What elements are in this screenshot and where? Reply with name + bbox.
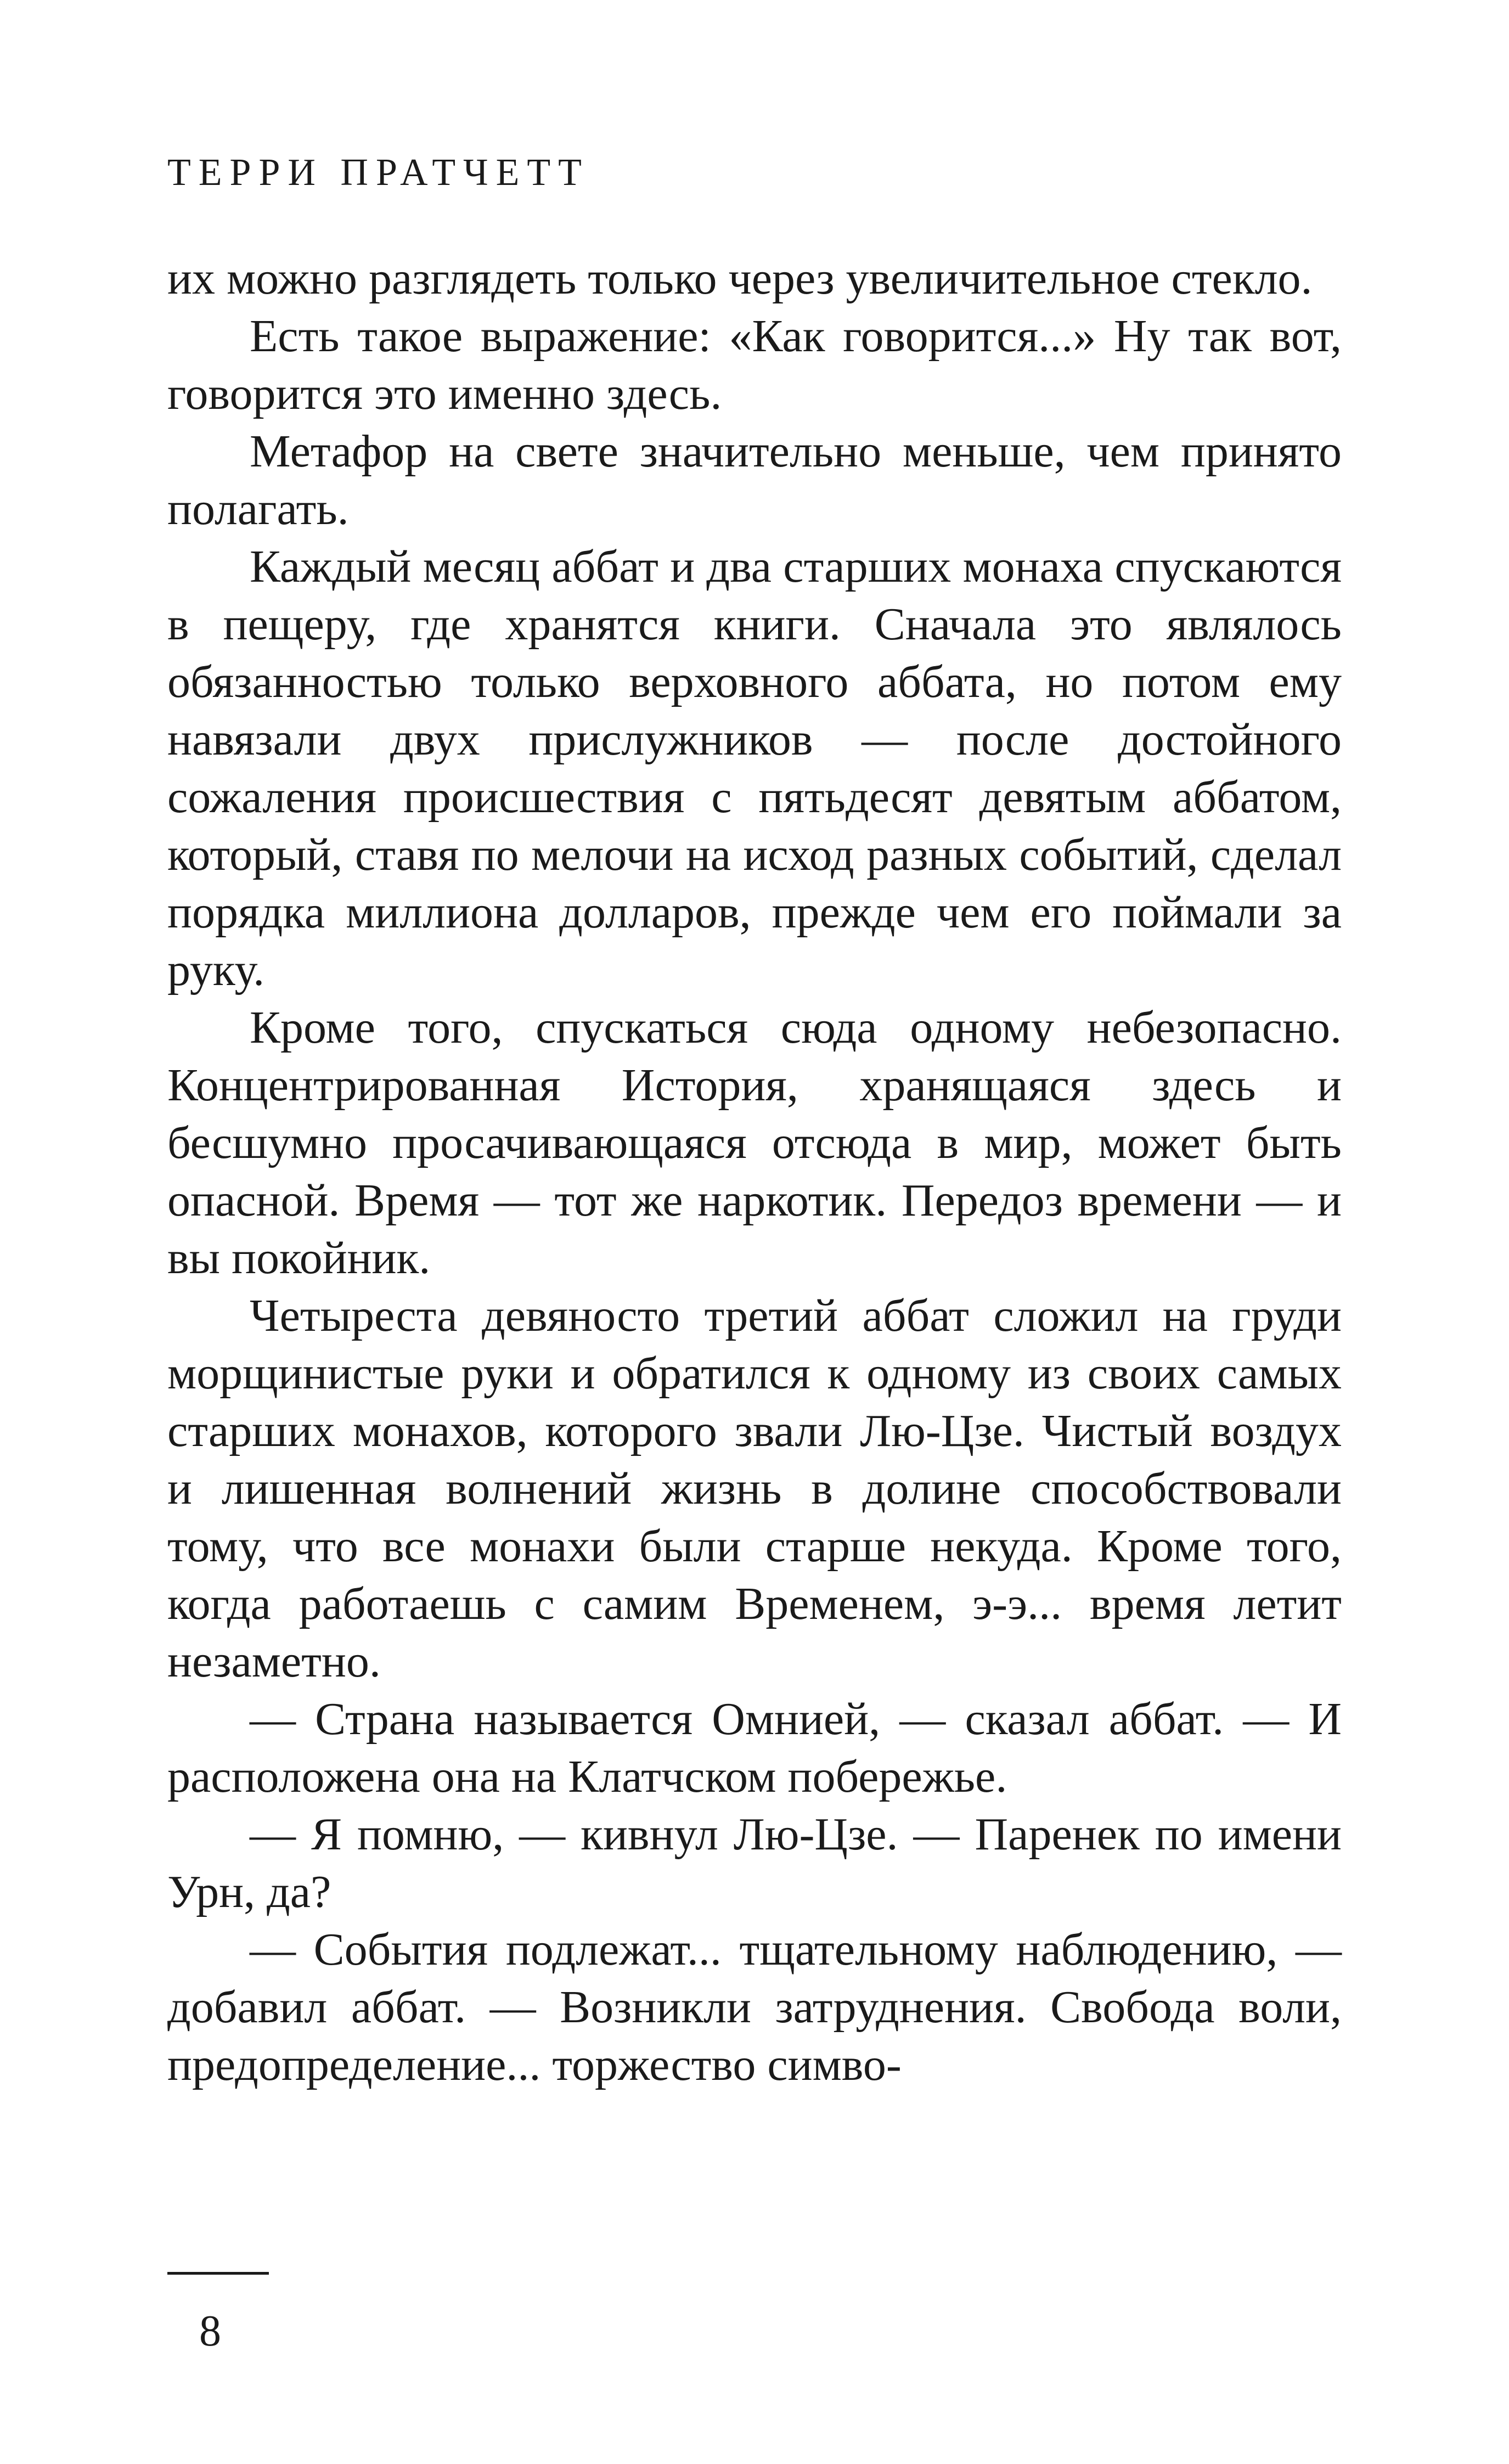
running-head-author: ТЕРРИ ПРАТЧЕТТ xyxy=(167,151,589,194)
paragraph: Метафор на свете значительно меньше, чем принято полагать. xyxy=(167,426,1342,535)
footer-rule xyxy=(167,2272,269,2275)
dialogue-paragraph: — События подлежат... тщательному наблюдению, — добавил аббат. — Возникли затруднения. Свобода воли, предопределение... торжество симво- xyxy=(167,1924,1342,2090)
page-number: 8 xyxy=(199,2307,221,2355)
dialogue-paragraph: — Страна называется Омнией, — сказал аббат. — И расположена она на Клатчском побережье. xyxy=(167,1694,1342,1802)
body-text xyxy=(167,250,1342,2094)
paragraph: Каждый месяц аббат и два старших монаха спускаются в пещеру, где хранятся книги. Сначала это являлось обязанностью только верховного аббата, но потом ему навязали двух прислужников — после достойного сожаления происшествия с пятьдесят девятым аббатом, который, ставя по мелочи на исход разных событий, сделал порядка миллиона долларов, прежде чем его поймали за руку. xyxy=(167,541,1342,995)
paragraph: Четыреста девяносто третий аббат сложил на груди морщинистые руки и обратился к одному из своих самых старших монахов, которого звали Лю-Цзе. Чистый воздух и лишенная волнений жизнь в долине способствовали тому, что все монахи были старше некуда. Кроме того, когда работаешь с самим Временем, э-э... время летит незаметно. xyxy=(167,1290,1342,1687)
paragraph-continued: их можно разглядеть только через увеличительное стекло. xyxy=(167,253,1313,304)
dialogue-paragraph: — Я помню, — кивнул Лю-Цзе. — Паренек по имени Урн, да? xyxy=(167,1809,1342,1917)
paragraph: Есть такое выражение: «Как говорится...» Ну так вот, говорится это именно здесь. xyxy=(167,311,1342,419)
paragraph: Кроме того, спускаться сюда одному небезопасно. Концентрированная История, хранящаяся здесь и бесшумно просачивающаяся отсюда в мир, может быть опасной. Время — тот же наркотик. Передоз времени — и вы покойник. xyxy=(167,1002,1342,1284)
